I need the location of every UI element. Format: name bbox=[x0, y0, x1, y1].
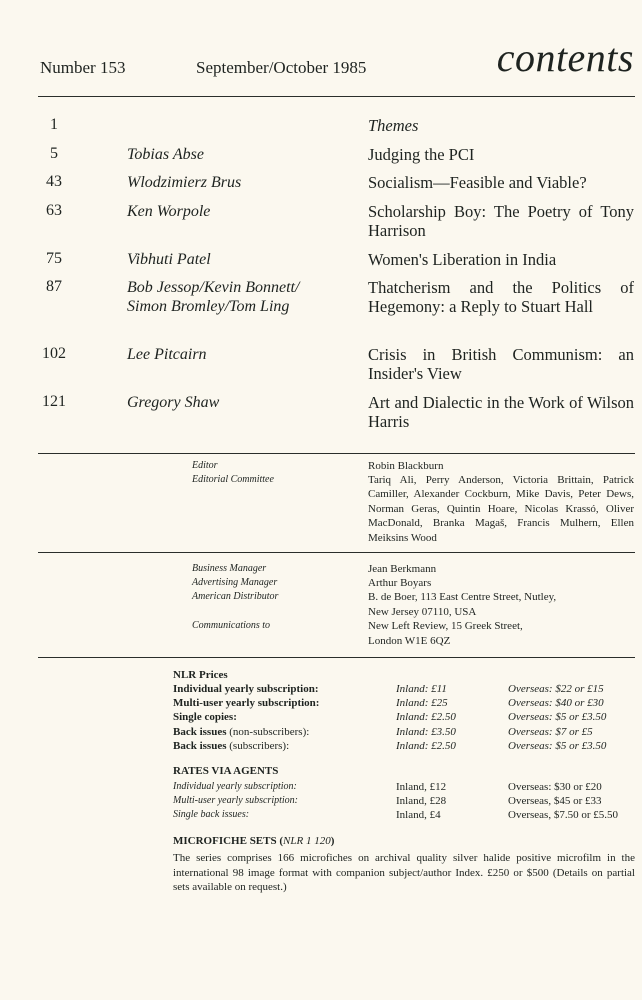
page-number: 43 bbox=[46, 173, 62, 190]
agent-overseas: Overseas, $7.50 or £5.50 bbox=[508, 809, 618, 821]
business-line: London W1E 6QZ bbox=[368, 635, 451, 647]
role-label: Communications to bbox=[192, 620, 271, 631]
agent-label: Single back issues: bbox=[173, 809, 250, 820]
editor-name: Robin Blackburn bbox=[368, 460, 444, 472]
author: Ken Worpole bbox=[127, 203, 211, 220]
price-overseas: Overseas: $5 or £3.50 bbox=[508, 711, 607, 723]
price-inland: Inland: £2.50 bbox=[396, 740, 456, 752]
price-row bbox=[0, 697, 642, 712]
price-inland: Inland: £2.50 bbox=[396, 711, 456, 723]
author: Lee Pitcairn bbox=[127, 346, 207, 363]
agent-inland: Inland, £12 bbox=[396, 781, 447, 793]
role-label: Business Manager bbox=[192, 563, 267, 574]
page-number: 5 bbox=[50, 145, 58, 162]
price-label: Single copies: bbox=[173, 711, 237, 723]
article-title: Women's Liberation in India bbox=[368, 250, 557, 269]
price-inland: Inland: £11 bbox=[396, 683, 447, 695]
author: Bob Jessop/Kevin Bonnett/ Simon Bromley/Tom Ling bbox=[127, 279, 300, 315]
price-note: (non-subscribers): bbox=[226, 726, 310, 738]
price-overseas: Overseas: $22 or £15 bbox=[508, 683, 604, 695]
page-number: 1 bbox=[50, 116, 58, 133]
price-label: Multi-user yearly subscription: bbox=[173, 697, 320, 709]
article-title: Crisis in British Communism: an Insider's View bbox=[368, 345, 634, 383]
agent-overseas: Overseas, $45 or £33 bbox=[508, 795, 602, 807]
article-title: Themes bbox=[368, 116, 419, 135]
author: Wlodzimierz Brus bbox=[127, 174, 242, 191]
page-number: 63 bbox=[46, 202, 62, 219]
price-label: Back issues bbox=[173, 740, 227, 752]
page-title: contents bbox=[496, 35, 634, 80]
role-label: Editor bbox=[192, 460, 218, 471]
article-title: Socialism—Feasible and Viable? bbox=[368, 173, 587, 192]
agent-row bbox=[0, 795, 642, 810]
microfiche-heading-text: MICROFICHE SETS ( bbox=[173, 835, 284, 847]
author: Vibhuti Patel bbox=[127, 251, 211, 268]
microfiche-heading bbox=[173, 834, 334, 849]
issue-number: Number 153 bbox=[40, 58, 126, 77]
divider bbox=[38, 552, 635, 553]
price-overseas: Overseas: $40 or £30 bbox=[508, 697, 604, 709]
microfiche-body: The series comprises 166 microfiches on archival quality silver halide positive microfilm in the international 98 image format with companion subject/author Index. £250 or $500 (Details on partial sets available on request.) bbox=[173, 852, 635, 894]
agent-row bbox=[0, 809, 642, 824]
agent-label: Individual yearly subscription: bbox=[173, 781, 297, 792]
committee-names: Tariq Ali, Perry Anderson, Victoria Brittain, Patrick Camiller, Alexander Cockburn, Mike Davis, Peter Dews, Norman Geras, Quintin Hoare, Nicolas Krassó, Oliver MacDonald, Branka Magaš, Francis Mulhern, Ellen Meiksins Wood bbox=[368, 474, 634, 544]
price-label: Individual yearly subscription: bbox=[173, 683, 319, 695]
agent-overseas: Overseas: $30 or £20 bbox=[508, 781, 602, 793]
price-row bbox=[0, 740, 642, 755]
prices-heading: NLR Prices bbox=[173, 669, 228, 681]
price-inland: Inland: £25 bbox=[396, 697, 448, 709]
header-rule bbox=[38, 96, 635, 97]
role-label: Editorial Committee bbox=[192, 474, 274, 485]
price-label: Back issues bbox=[173, 726, 227, 738]
role-label: Advertising Manager bbox=[192, 577, 278, 588]
article-title: Art and Dialectic in the Work of Wilson Harris bbox=[368, 393, 634, 431]
price-row bbox=[0, 683, 642, 698]
divider bbox=[38, 453, 635, 454]
business-line: Jean Berkmann bbox=[368, 563, 437, 575]
microfiche-heading-ref: NLR 1 120 bbox=[283, 835, 331, 847]
page-number: 102 bbox=[42, 345, 66, 362]
article-title: Judging the PCI bbox=[368, 145, 475, 164]
price-overseas: Overseas: $5 or £3.50 bbox=[508, 740, 607, 752]
page-number: 87 bbox=[46, 278, 62, 295]
divider bbox=[38, 657, 635, 658]
price-overseas: Overseas: $7 or £5 bbox=[508, 726, 593, 738]
microfiche-heading-end: ) bbox=[330, 835, 335, 847]
issue-date: September/October 1985 bbox=[196, 58, 367, 77]
price-note: (subscribers): bbox=[226, 740, 290, 752]
business-line: New Jersey 07110, USA bbox=[368, 606, 477, 618]
page-number: 121 bbox=[42, 393, 66, 410]
author: Gregory Shaw bbox=[127, 394, 220, 411]
author: Tobias Abse bbox=[127, 146, 204, 163]
price-row bbox=[0, 726, 642, 741]
agent-inland: Inland, £28 bbox=[396, 795, 447, 807]
price-row bbox=[0, 711, 642, 726]
agents-heading: RATES VIA AGENTS bbox=[173, 765, 279, 777]
article-title: Thatcherism and the Politics of Hegemony: a Reply to Stuart Hall bbox=[368, 278, 634, 316]
article-title: Scholarship Boy: The Poetry of Tony Harrison bbox=[368, 202, 634, 240]
business-line: New Left Review, 15 Greek Street, bbox=[368, 620, 523, 632]
agent-label: Multi-user yearly subscription: bbox=[173, 795, 298, 806]
role-label: American Distributor bbox=[192, 591, 279, 602]
price-inland: Inland: £3.50 bbox=[396, 726, 456, 738]
agent-inland: Inland, £4 bbox=[396, 809, 441, 821]
business-line: Arthur Boyars bbox=[368, 577, 432, 589]
page-number: 75 bbox=[46, 250, 62, 267]
business-line: B. de Boer, 113 East Centre Street, Nutley, bbox=[368, 591, 557, 603]
agent-row bbox=[0, 781, 642, 796]
